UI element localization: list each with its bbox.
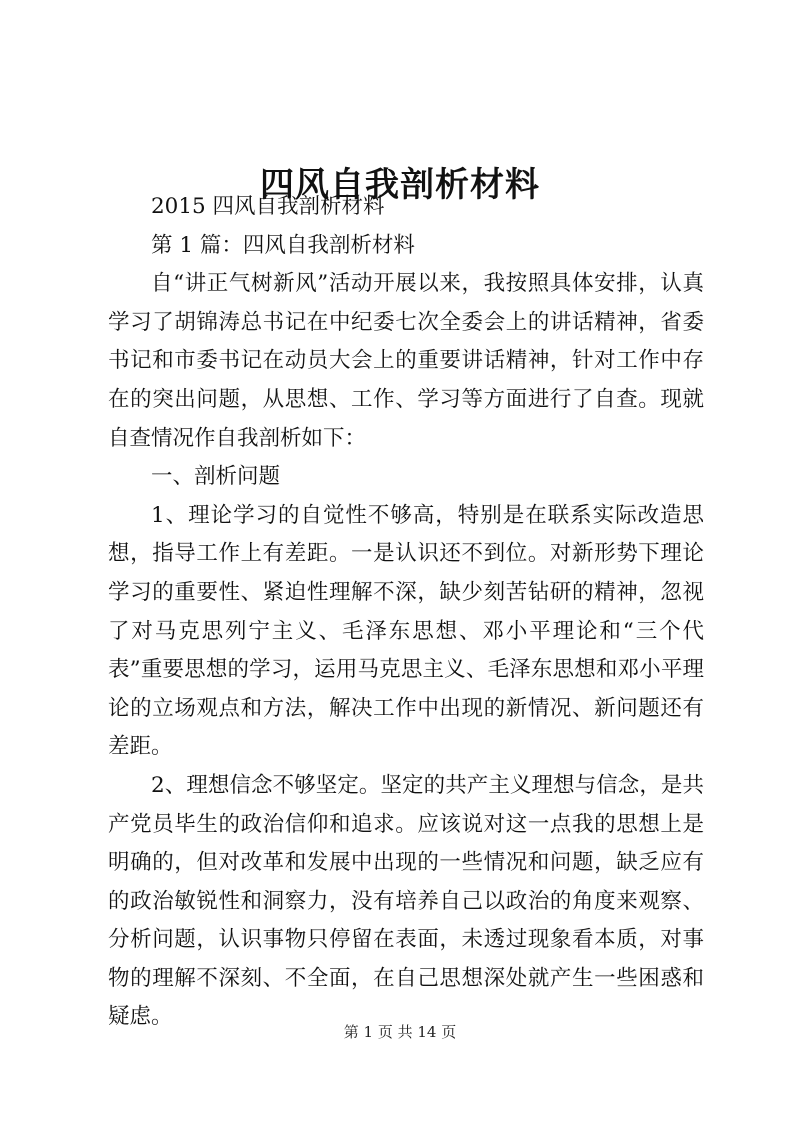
problem-item-1: 1、理论学习的自觉性不够高，特别是在联系实际改造思想，指导工作上有差距。一是认识还不到位。对新形势下理论学习的重要性、紧迫性理解不深，缺少刻苦钻研的精神，忽视了对马克思列宁主义、毛泽东思想、邓小平理论和“三个代表”重要思想的学习，运用马克思主义、毛泽东思想和邓小平理论的立场观点和方法，解决工作中出现的新情况、新问题还有差距。 xyxy=(108,502,704,760)
problem-item-2: 2、理想信念不够坚定。坚定的共产主义理想与信念，是共产党员毕生的政治信仰和追求。应该说对这一点我的思想上是明确的，但对改革和发展中出现的一些情况和问题，缺乏应有的政治敏锐性和洞察力，没有培养自己以政治的角度来观察、分析问题，认识事物只停留在表面，未透过现象看本质，对事物的理解不深刻、不全面，在自己思想深处就产生一些困惑和疑虑。 xyxy=(108,772,704,1030)
section-heading: 第 1 篇：四风自我剖析材料 xyxy=(151,232,415,258)
problem-heading: 一、剖析问题 xyxy=(151,464,281,490)
subtitle-paragraph: 2015 四风自我剖析材料 xyxy=(151,194,385,219)
page-title: 四风自我剖析材料 xyxy=(260,164,540,205)
document-body xyxy=(108,188,704,1037)
intro-paragraph: 自“讲正气树新风”活动开展以来，我按照具体安排，认真学习了胡锦涛总书记在中纪委七次全委会上的讲话精神，省委书记和市委书记在动员大会上的重要讲话精神，针对工作中存在的突出问题，从思想、工作、学习等方面进行了自查。现就自查情况作自我剖析如下： xyxy=(108,271,704,451)
page-number: 第 1 页 共 14 页 xyxy=(343,1023,457,1041)
